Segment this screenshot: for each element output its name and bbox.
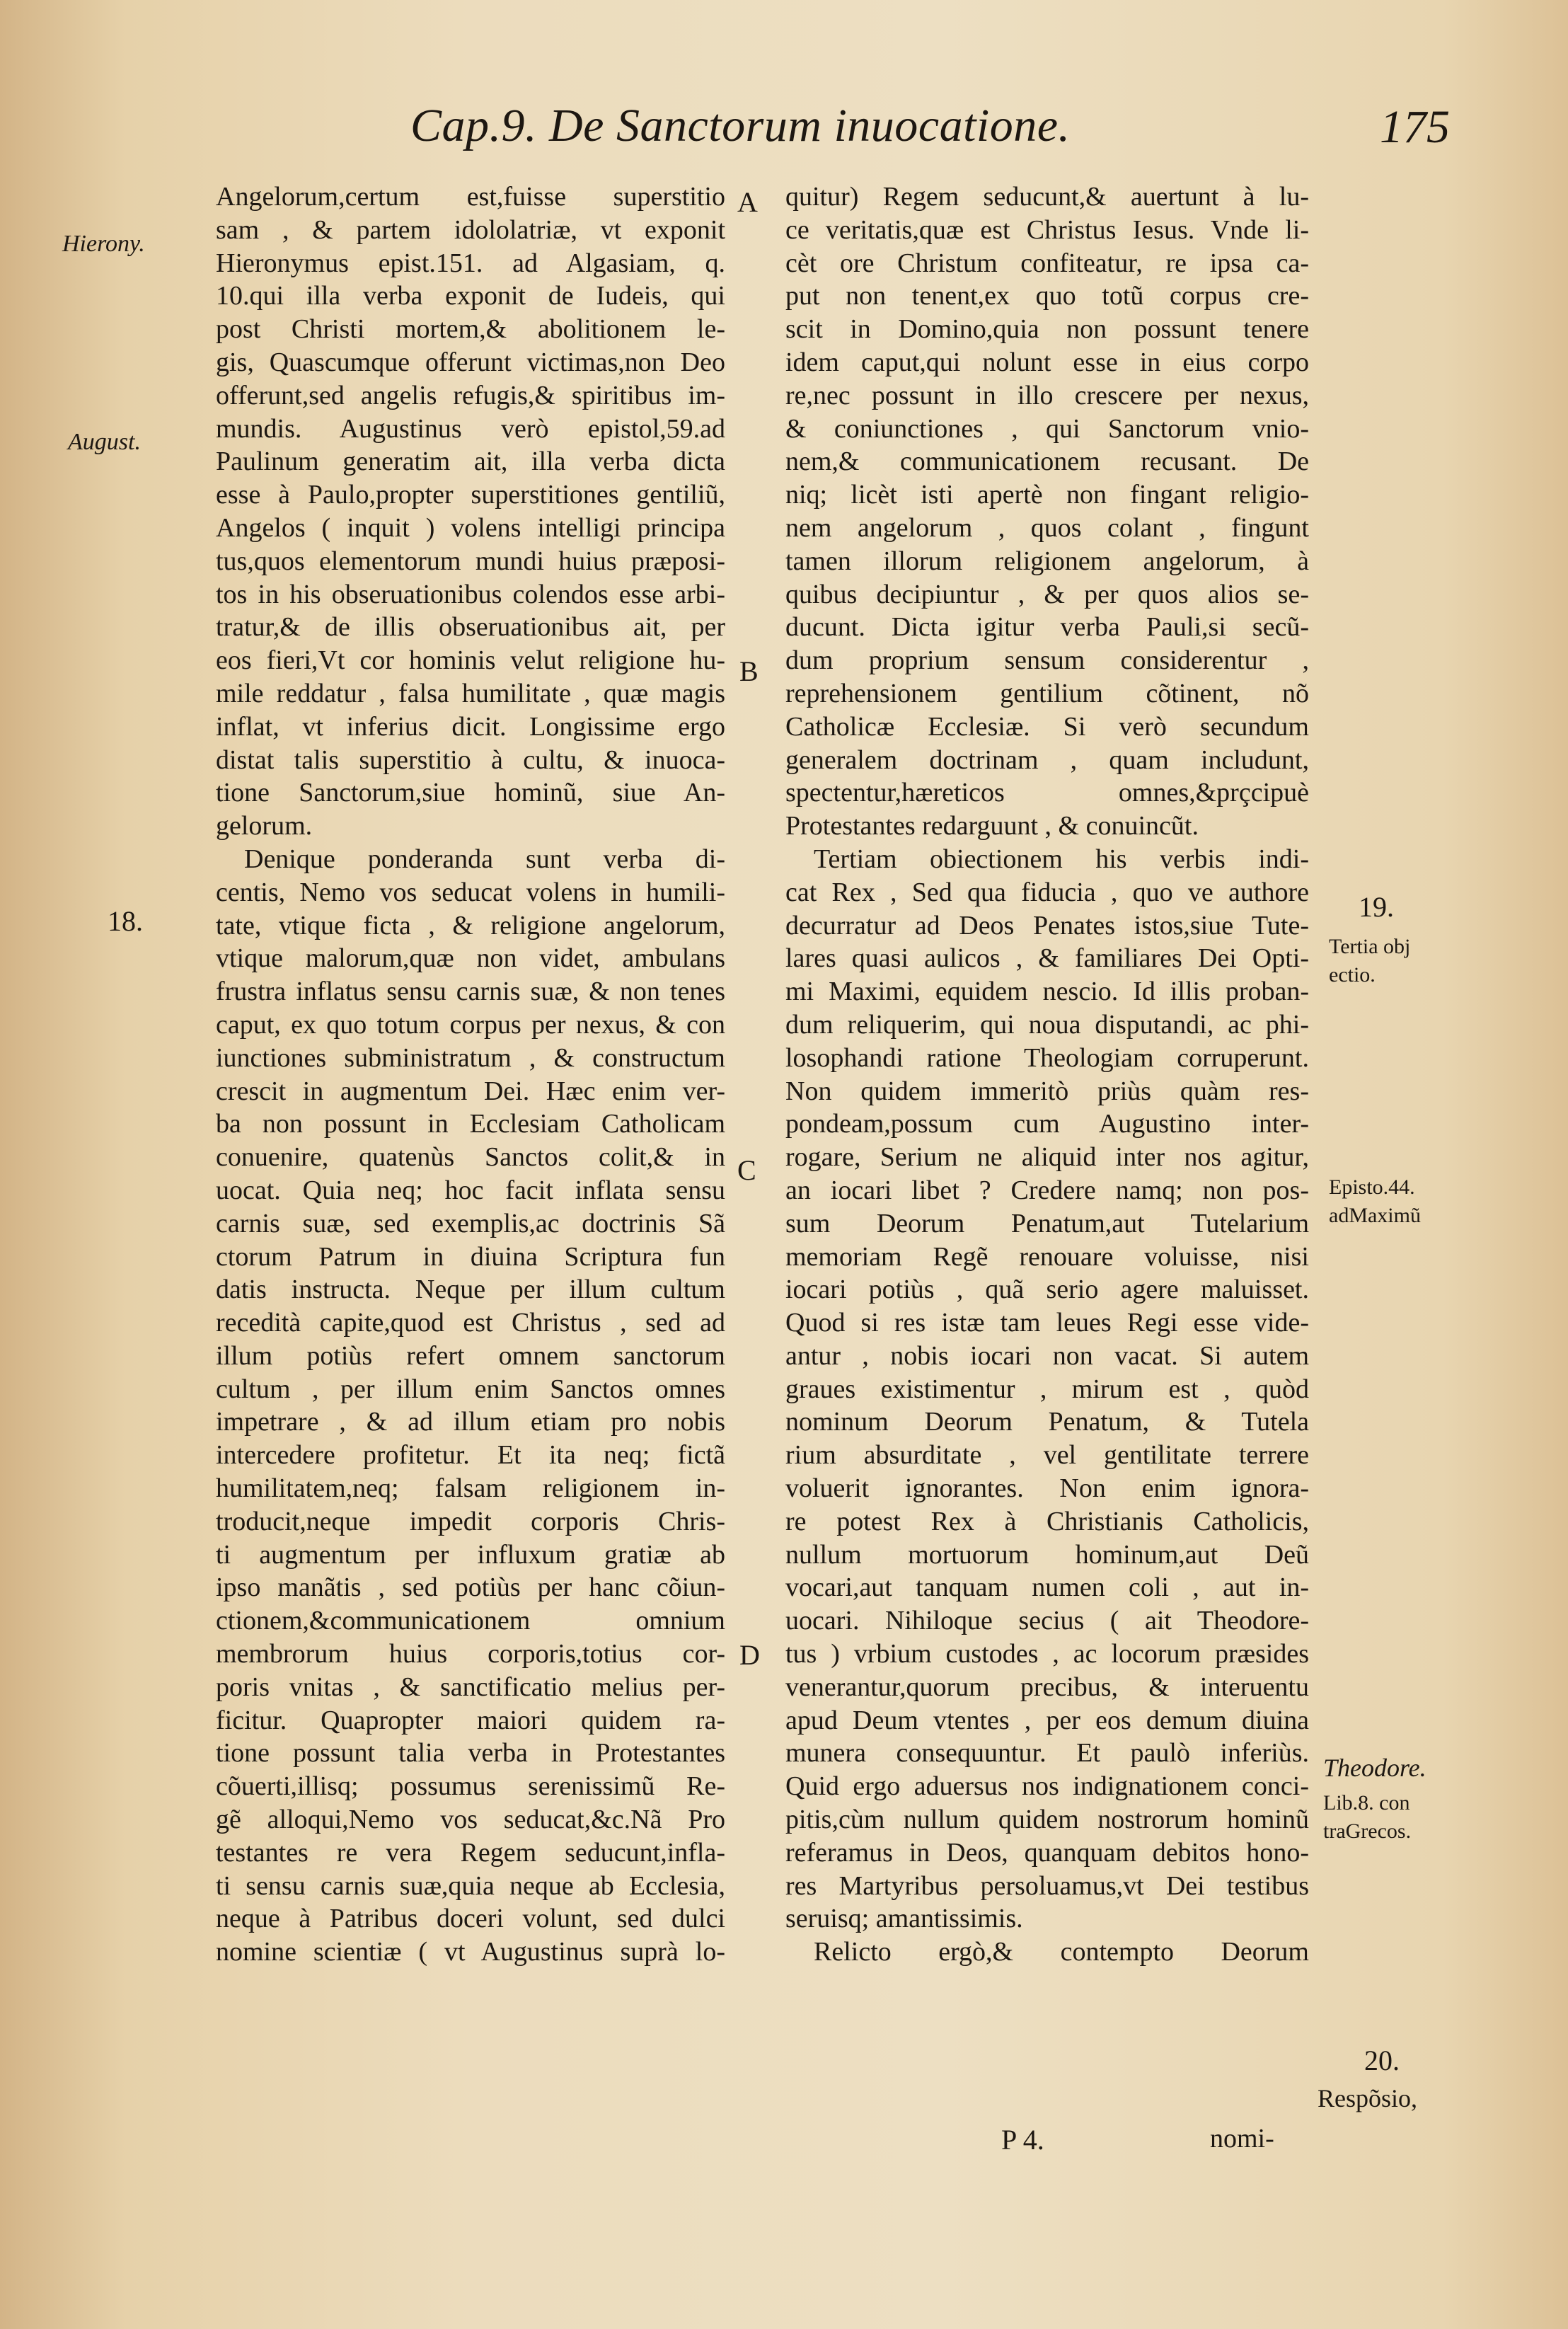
text-line: cultum , per illum enim Sanctos omnes <box>216 1374 725 1404</box>
text-line: datis instructa. Neque per illum cultum <box>216 1275 725 1305</box>
section-letter-a: A <box>737 186 758 218</box>
text-line: Protestantes redarguunt , & conuincũt. <box>785 811 1199 841</box>
text-line: Angelos ( inquit ) volens intelligi principa <box>216 512 725 543</box>
text-line: nullum mortuorum hominum,aut Deũ <box>785 1539 1309 1570</box>
text-line: an iocari libet ? Credere namq; non pos- <box>785 1175 1309 1205</box>
text-line: Denique ponderanda sunt verba di- <box>244 844 725 874</box>
text-line: dum proprium sensum considerentur , <box>785 645 1309 676</box>
text-line: dum reliquerim, qui noua disputandi, ac phi- <box>785 1009 1309 1040</box>
text-line: ficitur. Quapropter maiori quidem ra- <box>216 1705 725 1735</box>
catchword: nomi- <box>1210 2124 1274 2153</box>
text-line: uocari. Nihiloque secius ( ait Theodore- <box>785 1606 1309 1636</box>
text-line: Tertiam obiectionem his verbis indi- <box>814 844 1309 874</box>
signature-mark: P 4. <box>1001 2124 1044 2156</box>
margin-note-hieronymus: Hierony. <box>62 231 145 257</box>
text-line: Catholicæ Ecclesiæ. Si verò secundum <box>785 711 1309 742</box>
text-line: niq; licèt isti apertè non fingant religio- <box>785 480 1309 510</box>
text-line: venerantur,quorum precibus, & interuentu <box>785 1672 1309 1702</box>
section-letter-b: B <box>739 655 759 687</box>
text-line: scit in Domino,quia non possunt tenere <box>785 314 1309 345</box>
text-line: Quod si res istæ tam leues Regi esse vide- <box>785 1308 1309 1338</box>
text-line: apud Deum vtentes , per eos demum diuina <box>785 1705 1309 1735</box>
text-line: cõuerti,illisq; possumus serenissimũ Re- <box>216 1771 725 1802</box>
text-line: Hieronymus epist.151. ad Algasiam, q. <box>216 248 725 278</box>
text-line: humilitatem,neq; falsam religionem in- <box>216 1473 725 1504</box>
text-line: inflat, vt inferius dicit. Longissime ergo <box>216 711 725 742</box>
text-line: idem caput,qui nolunt esse in eius corpo <box>785 347 1309 377</box>
text-line: referamus in Deos, quanquam debitos hono- <box>785 1837 1309 1868</box>
text-line: lares quasi aulicos , & familiares Dei Opti- <box>785 943 1309 974</box>
text-line: mundis. Augustinus verò epistol,59.ad <box>216 413 725 444</box>
text-line: losophandi ratione Theologiam corruperunt. <box>785 1042 1309 1073</box>
text-line: put non tenent,ex quo totũ corpus cre- <box>785 281 1309 311</box>
text-line: nem angelorum , quos colant , fingunt <box>785 512 1309 543</box>
text-line: seruisq; amantissimis. <box>785 1904 1023 1934</box>
text-line: iocari potiùs , quã serio agere maluisset. <box>785 1275 1309 1305</box>
margin-note-epistola-44: Episto.44. adMaximũ <box>1329 1175 1421 1227</box>
text-line: decurratur ad Deos Penates istos,siue Tute- <box>785 910 1309 941</box>
text-line: pondeam,possum cum Augustino inter- <box>785 1109 1309 1139</box>
right-text-column <box>785 180 1309 1969</box>
text-line: nomine scientiæ ( vt Augustinus suprà lo- <box>216 1937 725 1967</box>
text-line: ce veritatis,quæ est Christus Iesus. Vnde li- <box>785 214 1309 245</box>
text-line: gis, Quascumque offerunt victimas,non Deo <box>216 347 725 377</box>
text-line: 10.qui illa verba exponit de Iudeis, qui <box>216 281 725 311</box>
text-line: tione Sanctorum,siue hominũ, siue An- <box>216 778 725 808</box>
text-line: tus ) vrbium custodes , ac locorum præsides <box>785 1639 1309 1669</box>
text-line: ba non possunt in Ecclesiam Catholicam <box>216 1109 725 1139</box>
text-line: recedità capite,quod est Christus , sed ad <box>216 1308 725 1338</box>
text-line: vtique malorum,quæ non videt, ambulans <box>216 943 725 974</box>
text-line: nem,& communicationem recusant. De <box>785 447 1309 477</box>
text-line: tamen illorum religionem angelorum, à <box>785 546 1309 576</box>
text-line: offerunt,sed angelis refugis,& spiritibus im- <box>216 380 725 410</box>
text-line: gẽ alloqui,Nemo vos seducat,&c.Nã Pro <box>216 1805 725 1835</box>
text-line: spectentur,hæreticos omnes,&prçcipuè <box>785 778 1309 808</box>
margin-note-number-20: 20. <box>1364 2045 1400 2076</box>
text-line: memoriam Regẽ renouare voluisse, nisi <box>785 1241 1309 1272</box>
text-line: mi Maximi, equidem nescio. Id illis proban- <box>785 977 1309 1007</box>
text-line: cat Rex , Sed qua fiducia , quo ve authore <box>785 877 1309 907</box>
left-text-column <box>216 180 725 1969</box>
margin-note-responsio: Respõsio, <box>1318 2084 1418 2112</box>
text-line: ctorum Patrum in diuina Scriptura fun <box>216 1241 725 1272</box>
text-line: re,nec possunt in illo crescere per nexus, <box>785 380 1309 410</box>
text-line: generalem doctrinam , quam includunt, <box>785 744 1309 775</box>
text-line: tos in his obseruationibus colendos esse arbi- <box>216 579 725 609</box>
text-line: mile reddatur , falsa humilitate , quæ magis <box>216 678 725 708</box>
text-line: neque à Patribus doceri volunt, sed dulci <box>216 1904 725 1934</box>
margin-note-number-19: 19. <box>1359 891 1394 923</box>
text-line: crescit in augmentum Dei. Hæc enim ver- <box>216 1076 725 1106</box>
text-line: sum Deorum Penatum,aut Tutelarium <box>785 1208 1309 1238</box>
text-line: rogare, Serium ne aliquid inter nos agitur, <box>785 1142 1309 1173</box>
text-line: Quid ergo aduersus nos indignationem conci- <box>785 1771 1309 1802</box>
margin-note-number-18: 18. <box>108 905 143 937</box>
text-line: res Martyribus persoluamus,vt Dei testibus <box>785 1870 1309 1901</box>
text-line: ti augmentum per influxum gratiæ ab <box>216 1539 725 1570</box>
text-line: tus,quos elementorum mundi huius præposi- <box>216 546 725 576</box>
text-line: illum potiùs refert omnem sanctorum <box>216 1340 725 1371</box>
text-line: carnis suæ, sed exemplis,ac doctrinis Sã <box>216 1208 725 1238</box>
text-line: quibus decipiuntur , & per quos alios se- <box>785 579 1309 609</box>
text-line: re potest Rex à Christianis Catholicis, <box>785 1506 1309 1536</box>
text-line: intercedere profitetur. Et ita neq; fictã <box>216 1440 725 1471</box>
text-line: tione possunt talia verba in Protestantes <box>216 1738 725 1769</box>
text-line: cèt ore Christum confiteatur, re ipsa ca- <box>785 248 1309 278</box>
text-line: troducit,neque impedit corporis Chris- <box>216 1506 725 1536</box>
text-line: centis, Nemo vos seducat volens in humili- <box>216 877 725 907</box>
text-line: tratur,& de illis obseruationibus ait, per <box>216 612 725 643</box>
text-line: frustra inflatus sensu carnis suæ, & non tenes <box>216 977 725 1007</box>
text-line: nominum Deorum Penatum, & Tutela <box>785 1407 1309 1437</box>
text-line: poris vnitas , & sanctificatio melius per- <box>216 1672 725 1702</box>
text-line: conuenire, quatenùs Sanctos colit,& in <box>216 1142 725 1173</box>
text-line: quitur) Regem seducunt,& auertunt à lu- <box>785 182 1309 212</box>
text-line: esse à Paulo,propter superstitiones gentiliũ, <box>216 480 725 510</box>
text-line: uocat. Quia neq; hoc facit inflata sensu <box>216 1175 725 1205</box>
text-line: vocari,aut tanquam numen coli , aut in- <box>785 1572 1309 1603</box>
text-line: munera consequuntur. Et paulò inferiùs. <box>785 1738 1309 1769</box>
margin-note-tertia-objectio: Tertia obj ectio. <box>1329 935 1411 987</box>
running-title: Cap.9. De Sanctorum inuocatione. <box>410 100 1071 151</box>
text-line: Non quidem immeritò priùs quàm res- <box>785 1076 1309 1106</box>
section-letter-c: C <box>737 1154 756 1186</box>
margin-note-augustinus: August. <box>68 429 141 455</box>
text-line: testantes re vera Regem seducunt,infla- <box>216 1837 725 1868</box>
text-line: iunctiones subministratum , & constructum <box>216 1042 725 1073</box>
text-line: voluerit ignorantes. Non enim ignora- <box>785 1473 1309 1504</box>
text-line: pitis,cùm nullum quidem nostrorum hominũ <box>785 1805 1309 1835</box>
text-line: post Christi mortem,& abolitionem le- <box>216 314 725 345</box>
text-line: ipso manãtis , sed potiùs per hanc cõiun- <box>216 1572 725 1603</box>
text-line: ducunt. Dicta igitur verba Pauli,si secũ- <box>785 612 1309 643</box>
text-line: ctionem,&communicationem omnium <box>216 1606 725 1636</box>
page-number: 175 <box>1380 101 1450 153</box>
section-letter-d: D <box>739 1639 760 1671</box>
text-line: Paulinum generatim ait, illa verba dicta <box>216 447 725 477</box>
text-line: rium absurditate , vel gentilitate terrere <box>785 1440 1309 1471</box>
text-line: reprehensionem gentilium cõtinent, nõ <box>785 678 1309 708</box>
text-line: membrorum huius corporis,totius cor- <box>216 1639 725 1669</box>
text-line: impetrare , & ad illum etiam pro nobis <box>216 1407 725 1437</box>
text-line: ti sensu carnis suæ,quia neque ab Ecclesia, <box>216 1870 725 1901</box>
margin-note-lib-8: Lib.8. con traGrecos. <box>1323 1791 1412 1843</box>
margin-note-theodoretus: Theodore. <box>1323 1754 1426 1782</box>
text-line: Relicto ergò,& contempto Deorum <box>814 1937 1309 1967</box>
text-line: caput, ex quo totum corpus per nexus, & con <box>216 1009 725 1040</box>
text-line: gelorum. <box>216 811 313 841</box>
text-line: eos fieri,Vt cor hominis velut religione hu- <box>216 645 725 676</box>
text-line: & coniunctiones , qui Sanctorum vnio- <box>785 413 1309 444</box>
text-line: graues existimentur , mirum est , quòd <box>785 1374 1309 1404</box>
text-line: Angelorum,certum est,fuisse superstitio <box>216 182 725 212</box>
page-header <box>0 99 1568 163</box>
text-line: distat talis superstitio à cultu, & inuoca- <box>216 744 725 775</box>
text-line: antur , nobis iocari non vacat. Si autem <box>785 1340 1309 1371</box>
text-line: sam , & partem idololatriæ, vt exponit <box>216 214 725 245</box>
text-line: tate, vtique ficta , & religione angelorum, <box>216 910 725 941</box>
